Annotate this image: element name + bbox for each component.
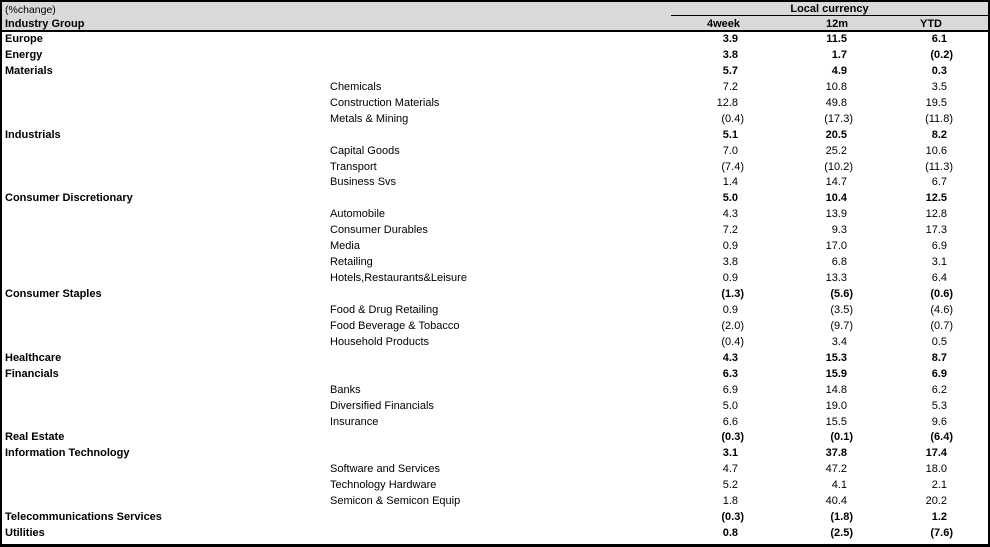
value-ytd: (0.7) (930, 319, 953, 332)
sub-industry-label: Food & Drug Retailing (330, 303, 439, 316)
sub-industry-label: Media (330, 240, 360, 253)
sub-industry-label: Software and Services (330, 463, 441, 476)
value-12m: (5.6) (830, 288, 853, 300)
value-12m: 49.8 (825, 96, 847, 109)
sub-industry-label: Technology Hardware (330, 479, 437, 492)
value-4week: 1.8 (722, 495, 738, 508)
table-row (2, 303, 988, 319)
value-4week: 6.6 (722, 415, 738, 428)
value-ytd: 8.7 (931, 351, 947, 364)
value-4week: 0.9 (722, 240, 738, 253)
sub-industry-label: Hotels,Restaurants&Leisure (330, 272, 467, 285)
sub-industry-label: Insurance (330, 415, 379, 428)
value-4week: (7.4) (721, 160, 744, 173)
table-row (2, 399, 988, 415)
table-row (2, 48, 988, 64)
value-12m: 15.3 (825, 351, 847, 364)
value-4week: (0.4) (721, 112, 744, 125)
value-ytd: 9.6 (931, 415, 947, 428)
value-12m: 20.5 (825, 128, 847, 141)
value-ytd: 20.2 (925, 495, 947, 508)
value-ytd: 3.1 (931, 256, 947, 269)
value-12m: 4.1 (831, 479, 847, 492)
percent-change-label: (%change) (5, 4, 56, 16)
industry-group-label: Telecommunications Services (5, 511, 162, 524)
value-ytd: 6.9 (931, 367, 947, 380)
value-ytd: 6.7 (931, 176, 947, 189)
value-12m: 6.8 (831, 256, 847, 269)
value-4week: (0.4) (721, 335, 744, 348)
table-row (2, 255, 988, 271)
sub-industry-label: Household Products (330, 335, 430, 348)
value-12m: 10.4 (825, 192, 847, 205)
value-12m: (2.5) (830, 527, 853, 540)
table-row (2, 191, 988, 207)
table-row (2, 175, 988, 191)
value-4week: 3.1 (722, 447, 738, 460)
value-4week: 3.9 (722, 33, 738, 45)
value-4week: 4.7 (722, 463, 738, 476)
value-ytd: 12.8 (925, 208, 947, 221)
table-row (2, 526, 988, 542)
industry-group-label: Energy (5, 48, 43, 61)
column-header-4week: 4week (706, 18, 740, 30)
value-12m: (17.3) (824, 112, 853, 125)
value-ytd: (0.6) (930, 288, 953, 300)
value-4week: 4.3 (722, 351, 738, 364)
table-row (2, 32, 988, 48)
table-row (2, 462, 988, 478)
value-12m: 19.0 (825, 399, 847, 412)
value-12m: 47.2 (825, 463, 847, 476)
table-row (2, 112, 988, 128)
sub-industry-label: Capital Goods (330, 144, 400, 157)
sub-industry-label: Diversified Financials (330, 399, 434, 412)
table-header (2, 2, 988, 32)
value-ytd: 1.2 (931, 511, 947, 524)
table-row (2, 415, 988, 431)
value-12m: 13.3 (825, 272, 847, 285)
value-12m: (9.7) (830, 319, 853, 332)
value-4week: 3.8 (722, 256, 738, 269)
value-12m: 3.4 (831, 335, 847, 348)
industry-group-label: Financials (5, 367, 59, 380)
value-12m: 14.7 (825, 176, 847, 189)
value-ytd: 10.6 (925, 144, 947, 157)
value-ytd: (7.6) (930, 527, 953, 540)
value-4week: 0.9 (722, 272, 738, 285)
value-12m: (1.8) (830, 511, 853, 524)
value-12m: 15.5 (825, 415, 847, 428)
table-row (2, 494, 988, 510)
value-ytd: 2.1 (931, 479, 947, 492)
value-ytd: (11.8) (925, 112, 953, 125)
value-ytd: 18.0 (925, 463, 947, 476)
table-row (2, 446, 988, 462)
table-row (2, 271, 988, 287)
value-ytd: 0.5 (931, 335, 947, 348)
table-row (2, 144, 988, 160)
sub-industry-label: Retailing (330, 256, 373, 269)
value-4week: 5.2 (722, 479, 738, 492)
sub-industry-label: Construction Materials (330, 96, 440, 109)
sub-industry-label: Automobile (330, 208, 386, 221)
industry-group-label: Healthcare (5, 351, 62, 364)
sub-industry-label: Chemicals (330, 80, 382, 93)
value-12m: (3.5) (830, 303, 853, 316)
table-row (2, 367, 988, 383)
value-ytd: 19.5 (925, 96, 947, 109)
table-row (2, 160, 988, 176)
value-ytd: 0.3 (931, 64, 947, 77)
value-ytd: (0.2) (930, 48, 953, 61)
industry-group-label: Consumer Discretionary (5, 192, 133, 205)
value-ytd: (4.6) (930, 303, 953, 316)
industry-group-label: Materials (5, 64, 53, 77)
local-currency-group-header: Local currency (671, 2, 988, 16)
table-row (2, 383, 988, 399)
industry-group-label: Industrials (5, 128, 61, 141)
sub-industry-label: Semicon & Semicon Equip (330, 495, 461, 508)
value-4week: 0.8 (722, 527, 738, 540)
industry-group-label: Utilities (5, 527, 45, 540)
table-row (2, 128, 988, 144)
value-ytd: 6.2 (931, 383, 947, 396)
value-4week: (0.3) (721, 431, 744, 444)
value-4week: 7.2 (722, 80, 738, 93)
sub-industry-label: Banks (330, 383, 361, 396)
value-ytd: 17.4 (925, 447, 947, 460)
table-row (2, 351, 988, 367)
sub-industry-label: Food Beverage & Tobacco (330, 319, 460, 332)
value-12m: (0.1) (830, 431, 853, 444)
value-ytd: 6.4 (931, 272, 947, 285)
table-row (2, 80, 988, 96)
value-12m: (10.2) (824, 160, 853, 173)
value-12m: 1.7 (831, 48, 847, 61)
value-12m: 17.0 (825, 240, 847, 253)
value-ytd: 8.2 (931, 128, 947, 141)
value-12m: 4.9 (831, 64, 847, 77)
value-4week: (1.3) (721, 288, 744, 300)
table-row (2, 64, 988, 80)
table-rows (2, 32, 988, 542)
value-4week: 5.1 (722, 128, 738, 141)
value-12m: 37.8 (825, 447, 847, 460)
value-4week: 12.8 (716, 96, 738, 109)
table-row (2, 430, 988, 446)
sub-industry-label: Transport (330, 160, 377, 173)
industry-group-label: Consumer Staples (5, 288, 102, 300)
value-4week: 1.4 (722, 176, 738, 189)
value-ytd: 5.3 (931, 399, 947, 412)
sub-industry-label: Metals & Mining (330, 112, 409, 125)
value-ytd: 17.3 (925, 224, 947, 237)
industry-group-label: Real Estate (5, 431, 65, 444)
table-row (2, 319, 988, 335)
value-4week: (2.0) (721, 319, 744, 332)
value-12m: 10.8 (825, 80, 847, 93)
table-row (2, 287, 988, 303)
industry-group-label: Information Technology (5, 447, 130, 460)
value-12m: 14.8 (825, 383, 847, 396)
value-4week: 5.0 (722, 399, 738, 412)
table-row (2, 335, 988, 351)
value-12m: 11.5 (826, 33, 847, 45)
value-4week: 5.7 (722, 64, 738, 77)
column-header-12m: 12m (825, 18, 848, 30)
value-12m: 13.9 (825, 208, 847, 221)
value-4week: 6.9 (722, 383, 738, 396)
table-row (2, 207, 988, 223)
value-ytd: 3.5 (931, 80, 947, 93)
table-row (2, 239, 988, 255)
value-4week: (0.3) (721, 511, 744, 524)
table-row (2, 96, 988, 112)
value-4week: 0.9 (722, 303, 738, 316)
value-ytd: 12.5 (925, 192, 947, 205)
value-4week: 5.0 (722, 192, 738, 205)
value-12m: 9.3 (831, 224, 847, 237)
value-ytd: (11.3) (925, 160, 953, 173)
table-row (2, 223, 988, 239)
value-4week: 6.3 (722, 367, 738, 380)
industry-group-label: Europe (5, 33, 43, 45)
sub-industry-label: Business Svs (330, 176, 397, 189)
value-4week: 7.0 (722, 144, 738, 157)
industry-group-column-header: Industry Group (5, 18, 85, 30)
sub-industry-label: Consumer Durables (330, 224, 428, 237)
value-4week: 3.8 (722, 48, 738, 61)
value-ytd: (6.4) (930, 431, 953, 444)
value-ytd: 6.1 (931, 33, 947, 45)
table-row (2, 510, 988, 526)
table-row (2, 478, 988, 494)
value-12m: 15.9 (825, 367, 847, 380)
value-12m: 40.4 (825, 495, 847, 508)
column-header-ytd: YTD (920, 18, 942, 30)
value-12m: 25.2 (825, 144, 847, 157)
value-ytd: 6.9 (931, 240, 947, 253)
value-4week: 4.3 (722, 208, 738, 221)
value-4week: 7.2 (722, 224, 738, 237)
